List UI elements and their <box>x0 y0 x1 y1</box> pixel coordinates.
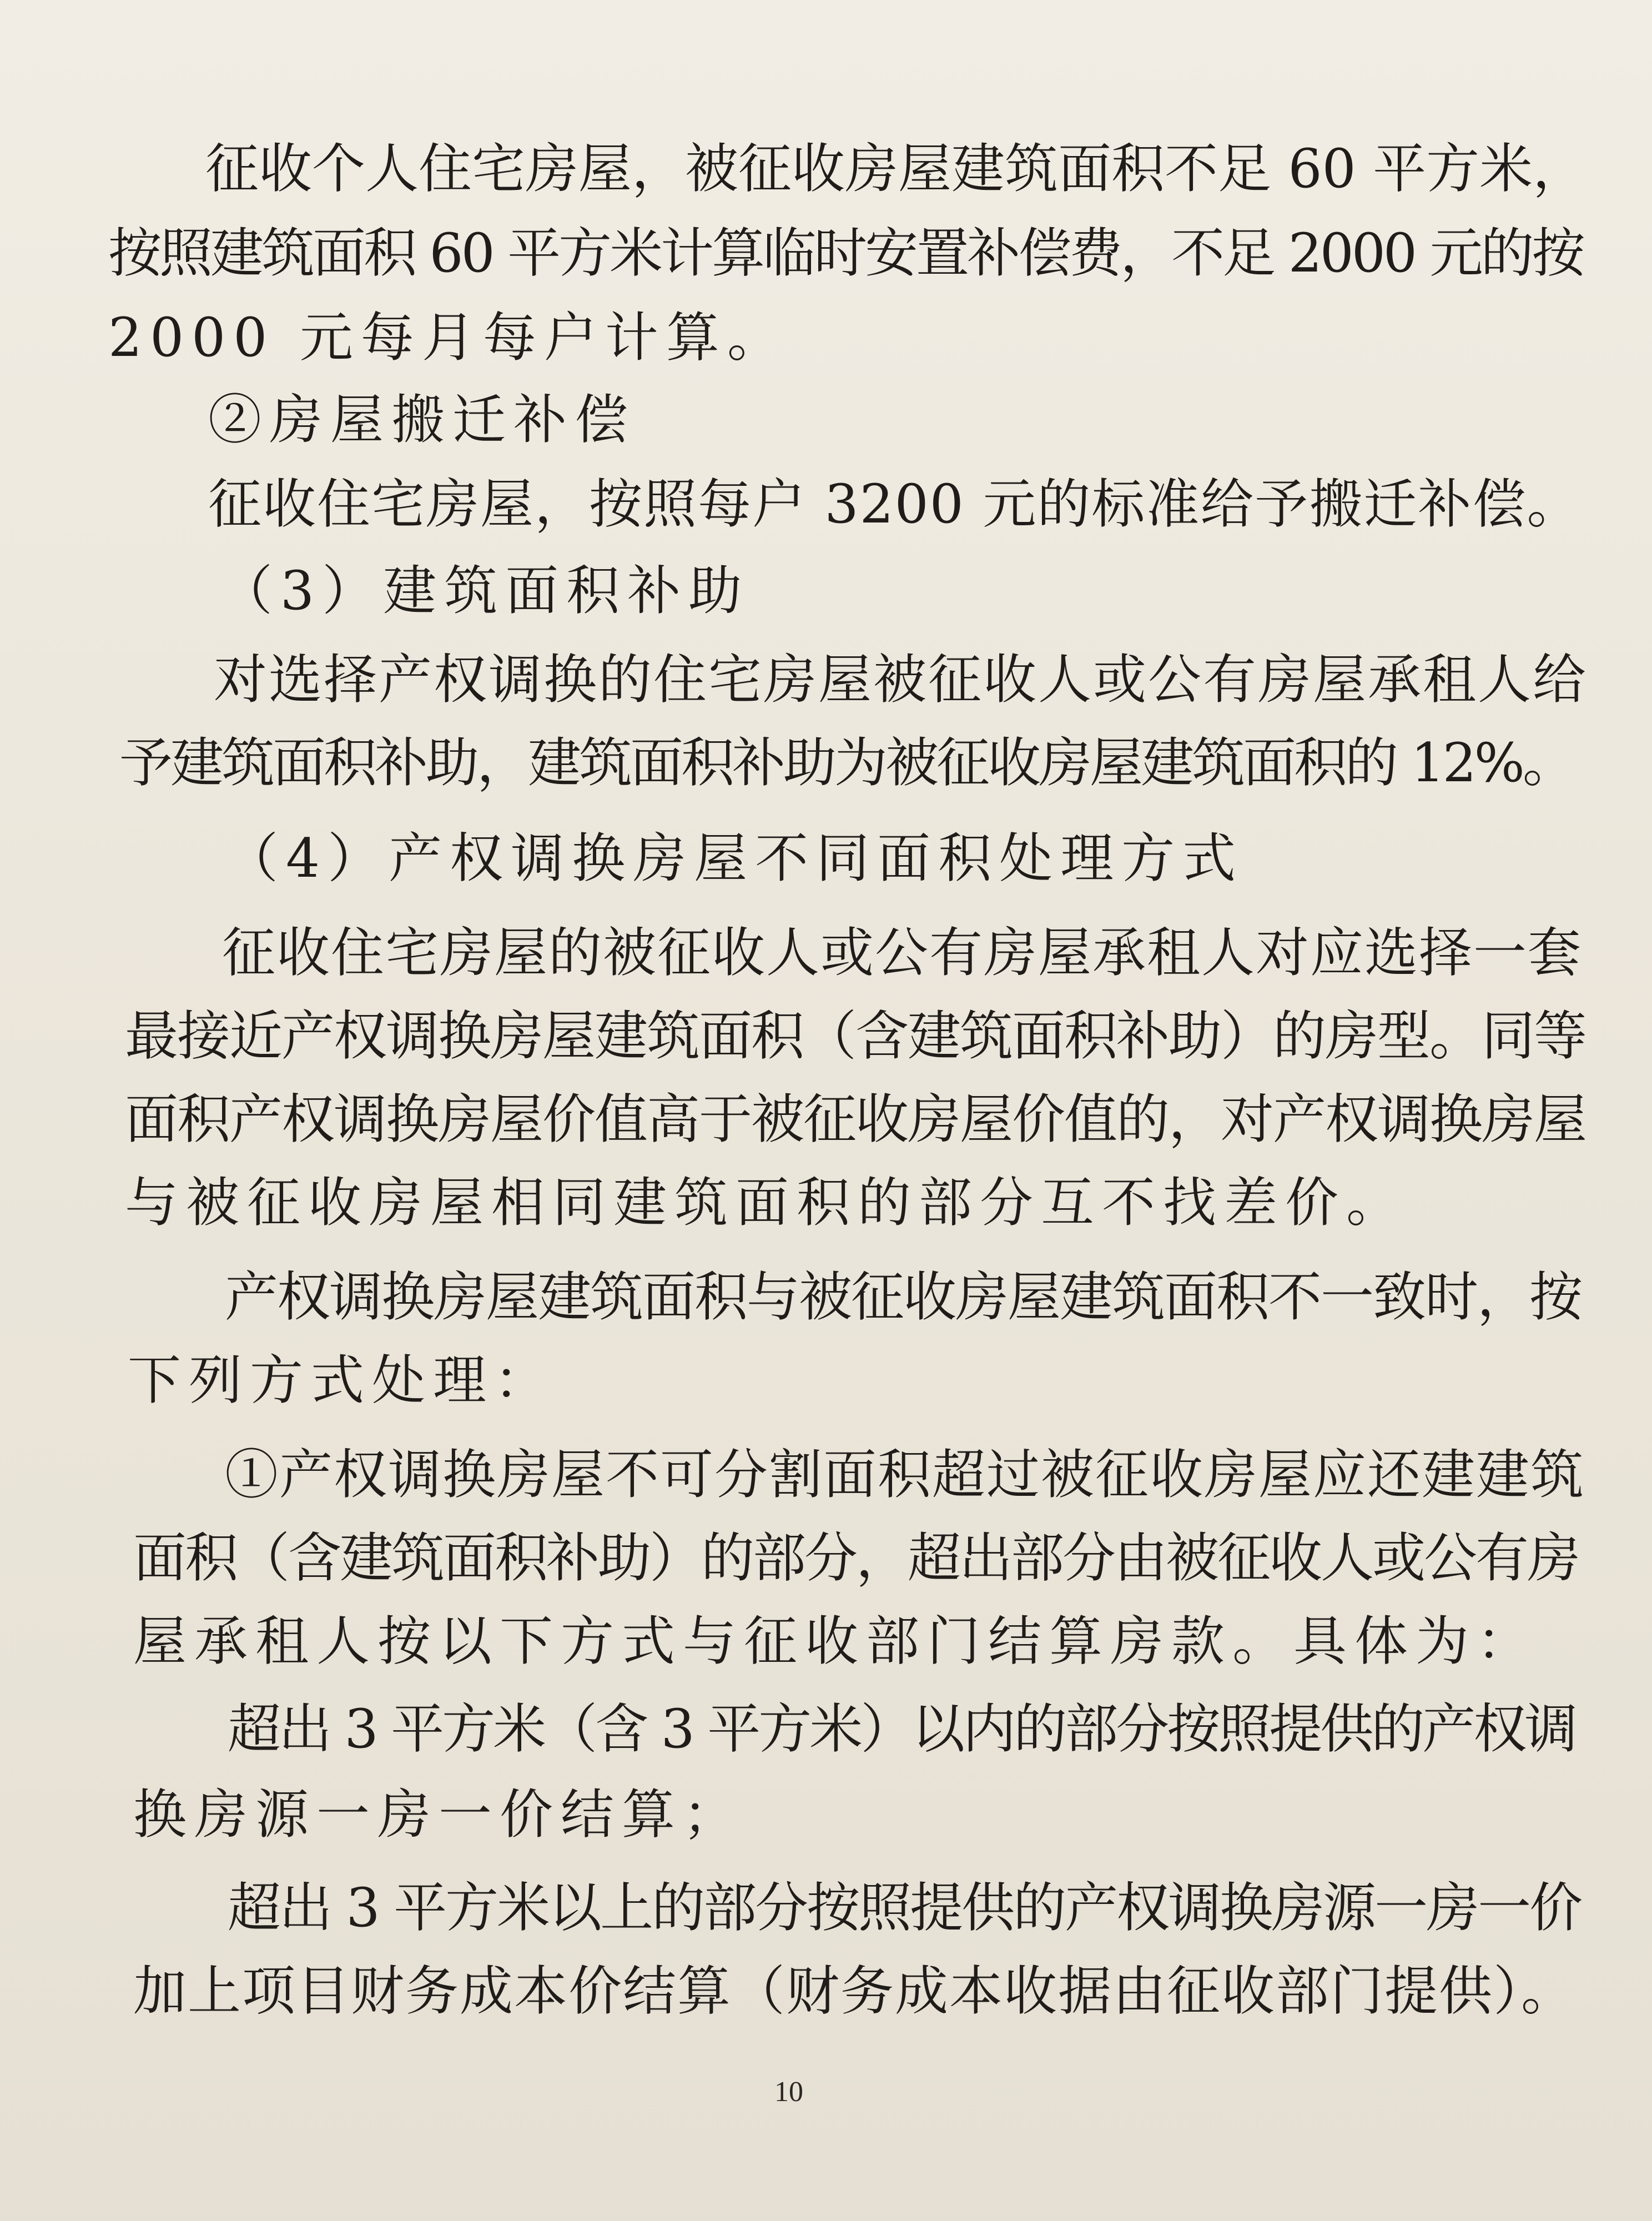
text-line: 下列方式处理： <box>128 1349 555 1411</box>
section-heading: （3）建筑面积补助 <box>219 560 750 622</box>
section-heading: ②房屋搬迁补偿 <box>208 389 636 451</box>
text-line: 屋承租人按以下方式与征收部门结算房款。具体为： <box>133 1610 1538 1672</box>
text-line: 予建筑面积补助，建筑面积补助为被征收房屋建筑面积的 12%。 <box>119 732 1574 794</box>
text-line: 超出 3 平方米以上的部分按照提供的产权调换房源一房一价 <box>228 1877 1582 1939</box>
text-line: ①产权调换房屋不可分割面积超过被征收房屋应还建建筑 <box>225 1444 1585 1506</box>
text-line: 产权调换房屋建筑面积与被征收房屋建筑面积不一致时，按 <box>225 1266 1582 1328</box>
text-line: 按照建筑面积 60 平方米计算临时安置补偿费，不足 2000 元的按 <box>108 222 1583 284</box>
text-line: 对选择产权调换的住宅房屋被征收人或公有房屋承租人给 <box>214 649 1588 711</box>
text-line: 面积（含建筑面积补助）的部分，超出部分由被征收人或公有房 <box>133 1527 1579 1589</box>
text-line: 最接近产权调换房屋建筑面积（含建筑面积补助）的房型。同等 <box>125 1005 1586 1067</box>
text-line: 加上项目财务成本价结算（财务成本收据由征收部门提供）。 <box>133 1960 1575 2022</box>
page-number: 10 <box>774 2076 803 2108</box>
text-line: 超出 3 平方米（含 3 平方米）以内的部分按照提供的产权调 <box>228 1698 1576 1760</box>
section-heading: （4）产权调换房屋不同面积处理方式 <box>225 827 1244 890</box>
text-line: 面积产权调换房屋价值高于被征收房屋价值的，对产权调换房屋 <box>125 1088 1586 1150</box>
text-line: 2000 元每月每户计算。 <box>108 306 788 369</box>
text-line: 换房源一房一价结算； <box>133 1783 744 1846</box>
text-line: 征收个人住宅房屋，被征收房屋建筑面积不足 60 平方米， <box>205 138 1586 200</box>
text-line: 征收住宅房屋，按照每户 3200 元的标准给予搬迁补偿。 <box>208 473 1582 535</box>
text-line: 征收住宅房屋的被征收人或公有房屋承租人对应选择一套 <box>222 922 1582 984</box>
text-line: 与被征收房屋相同建筑面积的部分互不找差价。 <box>125 1172 1407 1234</box>
